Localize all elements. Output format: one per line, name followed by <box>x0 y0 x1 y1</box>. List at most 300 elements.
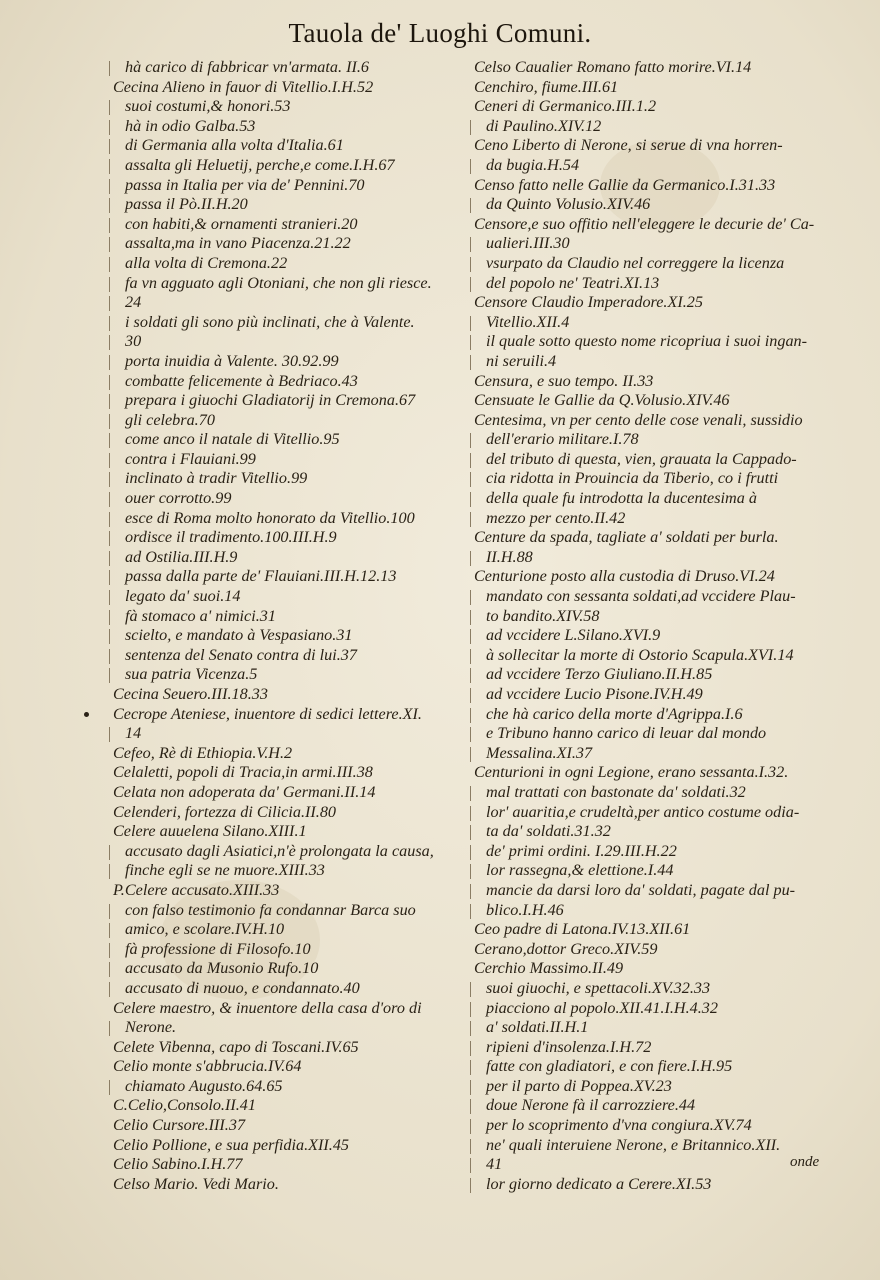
entry-text: del popolo ne' Teatri.XI.13 <box>486 273 660 292</box>
column-rule <box>470 335 471 350</box>
entry-text: Messalina.XI.37 <box>486 743 593 762</box>
entry-text: amico, e scolare.IV.H.10 <box>125 920 285 939</box>
index-entry <box>113 705 463 725</box>
column-rule <box>109 237 110 252</box>
column-rule <box>109 512 110 527</box>
entry-text: mandato con sessanta soldati,ad vccidere Plau- <box>486 587 796 606</box>
index-entry <box>474 763 824 783</box>
entry-text: Cecina Seuero.III.18.33 <box>113 685 268 703</box>
entry-text: lor' auaritia,e crudeltà,per antico costume odia- <box>486 802 800 821</box>
column-rule <box>470 355 471 370</box>
column-rule <box>109 277 110 292</box>
entry-text: hà carico di fabbricar vn'armata. II.6 <box>125 58 369 76</box>
entry-text: Nerone. <box>125 1018 177 1037</box>
entry-text: Celio Pollione, e sua perfidia.XII.45 <box>113 1135 350 1154</box>
column-rule <box>109 120 110 135</box>
index-entry <box>113 1136 463 1156</box>
entry-text: piacciono al popolo.XII.41.I.H.4.32 <box>486 998 718 1017</box>
index-subentry <box>474 1038 824 1058</box>
index-subentry <box>474 1175 824 1195</box>
entry-text: Cerchio Massimo.II.49 <box>474 959 624 978</box>
index-entry <box>113 999 463 1019</box>
catchword: onde <box>790 1154 820 1170</box>
column-rule <box>109 649 110 664</box>
index-entry <box>474 78 824 98</box>
entry-text: con falso testimonio fa condannar Barca suo <box>125 900 416 919</box>
index-subentry <box>474 881 824 901</box>
entry-text: II.H.88 <box>486 547 533 566</box>
index-entry <box>474 58 824 78</box>
column-rule <box>470 806 471 821</box>
column-rule <box>109 531 110 546</box>
entry-text: ta da' soldati.31.32 <box>486 822 611 841</box>
index-column-right <box>474 58 824 1194</box>
entry-text: di Paulino.XIV.12 <box>486 116 602 135</box>
column-rule <box>109 179 110 194</box>
entry-text: ad vccidere L.Silano.XVI.9 <box>486 626 661 645</box>
entry-text: contra i Flauiani.99 <box>125 449 256 468</box>
entry-text: da Quinto Volusio.XIV.46 <box>486 195 651 214</box>
column-rule <box>470 1139 471 1154</box>
index-entry <box>113 783 463 803</box>
index-entry <box>474 136 824 156</box>
index-subentry <box>113 567 463 587</box>
index-subentry <box>113 372 463 392</box>
index-subentry <box>113 411 463 431</box>
index-subentry <box>474 744 824 764</box>
index-entry <box>113 1116 463 1136</box>
index-subentry <box>474 117 824 137</box>
index-subentry <box>113 234 463 254</box>
entry-text: Vitellio.XII.4 <box>486 312 570 331</box>
index-subentry <box>113 940 463 960</box>
column-rule <box>470 688 471 703</box>
column-rule <box>470 1002 471 1017</box>
entry-text: cia ridotta in Prouincia da Tiberio, co i frutti <box>486 469 779 488</box>
index-entry <box>474 97 824 117</box>
index-subentry <box>474 607 824 627</box>
column-rule <box>470 159 471 174</box>
entry-text: Centure da spada, tagliate a' soldati per burla. <box>474 528 779 547</box>
column-rule <box>470 512 471 527</box>
entry-text: mancie da darsi loro da' soldati, pagate dal pu- <box>486 880 796 899</box>
column-rule <box>470 472 471 487</box>
index-subentry <box>113 901 463 921</box>
entry-text: Celere auuelena Silano.XIII.1 <box>113 822 307 841</box>
index-entry <box>113 1057 463 1077</box>
index-subentry <box>474 1057 824 1077</box>
index-subentry <box>113 842 463 862</box>
index-subentry <box>113 274 463 294</box>
entry-text: Cerano,dottor Greco.XIV.59 <box>474 939 658 958</box>
column-rule <box>470 884 471 899</box>
entry-text: passa il Pò.II.H.20 <box>125 195 248 214</box>
entry-text: mal trattati con bastonate da' soldati.32 <box>486 782 746 801</box>
entry-text: Cefeo, Rè di Ethiopia.V.H.2 <box>113 743 293 762</box>
entry-text: che hà carico della morte d'Agrippa.I.6 <box>486 704 743 723</box>
entry-text: P.Celere accusato.XIII.33 <box>113 880 280 899</box>
entry-text: inclinato à tradir Vitellio.99 <box>125 469 308 488</box>
index-subentry <box>474 665 824 685</box>
entry-text: esce di Roma molto honorato da Vitellio.100 <box>125 508 415 527</box>
entry-text: to bandito.XIV.58 <box>486 606 600 625</box>
index-subentry <box>113 450 463 470</box>
entry-text: ordisce il tradimento.100.III.H.9 <box>125 528 337 547</box>
index-subentry <box>474 254 824 274</box>
index-entry <box>474 940 824 960</box>
index-subentry <box>474 587 824 607</box>
column-rule <box>109 61 110 76</box>
column-rule <box>109 982 110 997</box>
index-entry <box>113 803 463 823</box>
column-rule <box>470 982 471 997</box>
index-subentry <box>474 1018 824 1038</box>
index-entry <box>113 1096 463 1116</box>
index-subentry <box>113 861 463 881</box>
entry-text: fà professione di Filosofo.10 <box>125 939 311 958</box>
entry-text: per il parto di Poppea.XV.23 <box>486 1076 672 1095</box>
column-rule <box>470 120 471 135</box>
entry-text: legato da' suoi.14 <box>125 587 241 606</box>
column-rule <box>109 335 110 350</box>
index-entry <box>474 411 824 431</box>
index-subentry <box>474 509 824 529</box>
column-rule <box>109 453 110 468</box>
entry-text: e Tribuno hanno carico di leuar dal mondo <box>486 724 767 743</box>
index-subentry <box>474 548 824 568</box>
margin-dot <box>84 712 89 717</box>
column-rule <box>470 198 471 213</box>
entry-text: assalta gli Heluetij, perche,e come.I.H.67 <box>125 155 395 174</box>
entry-text: finche egli se ne muore.XIII.33 <box>125 861 325 880</box>
index-subentry <box>474 1155 824 1175</box>
entry-text: porta inuidia à Valente. 30.92.99 <box>125 351 339 370</box>
column-rule <box>470 727 471 742</box>
entry-text: accusato di nuouo, e condannato.40 <box>125 978 360 997</box>
entry-text: Cenchiro, fiume.III.61 <box>474 77 619 96</box>
entry-text: assalta,ma in vano Piacenza.21.22 <box>125 234 351 253</box>
column-rule <box>109 864 110 879</box>
entry-text: Cecina Alieno in fauor di Vitellio.I.H.52 <box>113 77 374 96</box>
index-entry <box>113 78 463 98</box>
index-subentry <box>474 1077 824 1097</box>
entry-text: della quale fu introdotta la ducentesima à <box>486 489 757 508</box>
column-rule <box>470 629 471 644</box>
index-subentry <box>113 136 463 156</box>
entry-text: Celere maestro, & inuentore della casa d'oro di <box>113 998 422 1017</box>
column-rule <box>470 845 471 860</box>
entry-text: Censore,e suo offitio nell'eleggere le decurie de' Ca- <box>474 214 815 233</box>
entry-text: Celio monte s'abbrucia.IV.64 <box>113 1057 302 1076</box>
index-subentry <box>113 959 463 979</box>
index-subentry <box>113 646 463 666</box>
index-subentry <box>113 489 463 509</box>
index-subentry <box>113 352 463 372</box>
column-rule <box>109 1080 110 1095</box>
index-subentry <box>474 842 824 862</box>
column-rule <box>109 943 110 958</box>
column-rule <box>470 825 471 840</box>
index-subentry <box>113 665 463 685</box>
entry-text: alla volta di Cremona.22 <box>125 253 288 272</box>
column-rule <box>470 668 471 683</box>
entry-text: sua patria Vicenza.5 <box>125 665 258 684</box>
index-subentry <box>113 607 463 627</box>
column-rule <box>109 257 110 272</box>
entry-text: hà in odio Galba.53 <box>125 116 256 135</box>
column-rule <box>109 139 110 154</box>
index-subentry <box>113 176 463 196</box>
column-rule <box>470 1178 471 1193</box>
entry-text: ualieri.III.30 <box>486 234 570 253</box>
column-rule <box>109 629 110 644</box>
index-subentry <box>113 587 463 607</box>
entry-text: Celio Cursore.III.37 <box>113 1116 246 1135</box>
index-subentry <box>113 215 463 235</box>
column-rule <box>470 1021 471 1036</box>
index-entry <box>113 763 463 783</box>
entry-text: gli celebra.70 <box>125 410 215 429</box>
index-subentry <box>474 313 824 333</box>
index-subentry <box>474 1096 824 1116</box>
entry-text: Censore Claudio Imperadore.XI.25 <box>474 293 703 312</box>
index-subentry <box>113 1077 463 1097</box>
index-subentry <box>474 999 824 1019</box>
index-subentry <box>113 979 463 999</box>
column-rule <box>470 786 471 801</box>
entry-text: ouer corrotto.99 <box>125 489 232 508</box>
index-subentry <box>113 920 463 940</box>
index-subentry <box>113 724 463 744</box>
index-subentry <box>474 803 824 823</box>
entry-text: Cecrope Ateniese, inuentore di sedici lettere.XI. <box>113 704 422 723</box>
entry-text: ne' quali interuiene Nerone, e Britannico.XII. <box>486 1135 781 1154</box>
entry-text: di Germania alla volta d'Italia.61 <box>125 136 344 155</box>
entry-text: per lo scoprimento d'vna congiura.XV.74 <box>486 1116 752 1135</box>
index-subentry <box>474 705 824 725</box>
column-rule <box>470 610 471 625</box>
index-subentry <box>474 979 824 999</box>
index-entry <box>113 685 463 705</box>
entry-text: ad vccidere Lucio Pisone.IV.H.49 <box>486 685 703 703</box>
column-rule <box>109 375 110 390</box>
entry-text: Celaletti, popoli di Tracia,in armi.III.38 <box>113 763 373 782</box>
entry-text: come anco il natale di Vitellio.95 <box>125 430 340 449</box>
index-subentry <box>474 646 824 666</box>
entry-text: lor giorno dedicato a Cerere.XI.53 <box>486 1174 712 1193</box>
index-entry <box>474 959 824 979</box>
column-rule <box>109 159 110 174</box>
entry-text: à sollecitar la morte di Ostorio Scapula.XVI.14 <box>486 645 794 664</box>
column-rule <box>470 708 471 723</box>
index-subentry <box>113 58 463 78</box>
column-rule <box>470 1041 471 1056</box>
column-rule <box>470 747 471 762</box>
index-subentry <box>113 626 463 646</box>
entry-text: accusato dagli Asiatici,n'è prolongata la causa, <box>125 841 434 860</box>
entry-text: suoi costumi,& honori.53 <box>125 97 291 116</box>
index-subentry <box>113 1018 463 1038</box>
entry-text: ad vccidere Terzo Giuliano.II.H.85 <box>486 665 713 684</box>
column-rule <box>470 904 471 919</box>
index-subentry <box>113 117 463 137</box>
index-entry <box>474 920 824 940</box>
entry-text: de' primi ordini. I.29.III.H.22 <box>486 841 677 860</box>
entry-text: ni seruili.4 <box>486 351 557 370</box>
column-rule <box>109 355 110 370</box>
column-rule <box>109 845 110 860</box>
entry-text: Centurioni in ogni Legione, erano sessanta.I.32. <box>474 763 789 782</box>
index-subentry <box>113 332 463 352</box>
entry-text: combatte felicemente à Bedriaco.43 <box>125 371 358 390</box>
entry-text: Celso Mario. Vedi Mario. <box>113 1174 279 1193</box>
index-entry <box>474 372 824 392</box>
column-rule <box>470 1080 471 1095</box>
column-rule <box>109 492 110 507</box>
column-rule <box>109 472 110 487</box>
column-rule <box>109 198 110 213</box>
entry-text: ad Ostilia.III.H.9 <box>125 547 238 566</box>
index-subentry <box>474 352 824 372</box>
index-subentry <box>113 293 463 313</box>
index-subentry <box>474 195 824 215</box>
index-entry <box>113 881 463 901</box>
entry-text: chiamato Augusto.64.65 <box>125 1076 283 1095</box>
column-rule <box>470 453 471 468</box>
entry-text: Censo fatto nelle Gallie da Germanico.I.31.33 <box>474 175 776 194</box>
entry-text: fà stomaco a' nimici.31 <box>125 606 276 625</box>
entry-text: Centesima, vn per cento delle cose venali, sussidio <box>474 410 803 429</box>
entry-text: suoi giuochi, e spettacoli.XV.32.33 <box>486 978 711 997</box>
index-subentry <box>113 528 463 548</box>
entry-text: da bugia.H.54 <box>486 155 580 174</box>
column-rule <box>470 316 471 331</box>
index-subentry <box>474 861 824 881</box>
column-rule <box>470 277 471 292</box>
entry-text: 14 <box>125 724 142 743</box>
entry-text: Celete Vibenna, capo di Toscani.IV.65 <box>113 1037 359 1056</box>
index-entry <box>113 1155 463 1175</box>
index-subentry <box>474 332 824 352</box>
index-subentry <box>474 1116 824 1136</box>
index-entry <box>113 744 463 764</box>
index-entry <box>474 293 824 313</box>
index-subentry <box>474 274 824 294</box>
index-subentry <box>474 430 824 450</box>
entry-text: il quale sotto questo nome ricopriua i suoi ingan- <box>486 332 808 351</box>
column-rule <box>109 727 110 742</box>
index-entry <box>474 391 824 411</box>
column-rule <box>470 237 471 252</box>
column-rule <box>109 610 110 625</box>
index-entry <box>474 215 824 235</box>
index-subentry <box>113 254 463 274</box>
entry-text: Celata non adoperata da' Germani.II.14 <box>113 782 376 801</box>
entry-text: fa vn agguato agli Otoniani, che non gli riesce. <box>125 273 432 292</box>
column-rule <box>109 433 110 448</box>
column-rule <box>109 923 110 938</box>
entry-text: Censuate le Gallie da Q.Volusio.XIV.46 <box>474 391 730 410</box>
entry-text: vsurpato da Claudio nel correggere la licenza <box>486 253 785 272</box>
index-entry <box>113 1038 463 1058</box>
index-subentry <box>113 509 463 529</box>
entry-text: Celso Caualier Romano fatto morire.VI.14 <box>474 58 752 76</box>
index-subentry <box>113 430 463 450</box>
index-subentry <box>474 901 824 921</box>
entry-text: 24 <box>125 293 142 312</box>
index-subentry <box>113 97 463 117</box>
index-subentry <box>113 195 463 215</box>
entry-text: blico.I.H.46 <box>486 900 564 919</box>
column-rule <box>109 570 110 585</box>
column-rule <box>470 257 471 272</box>
entry-text: Celenderi, fortezza di Cilicia.II.80 <box>113 802 337 821</box>
entry-text: Ceneri di Germanico.III.1.2 <box>474 97 657 116</box>
entry-text: accusato da Musonio Rufo.10 <box>125 959 319 978</box>
entry-text: C.Celio,Consolo.II.41 <box>113 1096 256 1115</box>
entry-text: prepara i giuochi Gladiatorij in Cremona.67 <box>125 391 416 410</box>
entry-text: Ceo padre di Latona.IV.13.XII.61 <box>474 920 691 939</box>
entry-text: mezzo per cento.II.42 <box>486 508 626 527</box>
column-rule <box>470 649 471 664</box>
index-subentry <box>474 783 824 803</box>
index-subentry <box>474 822 824 842</box>
column-rule <box>470 590 471 605</box>
entry-text: Celio Sabino.I.H.77 <box>113 1155 243 1174</box>
column-rule <box>109 100 110 115</box>
column-rule <box>109 316 110 331</box>
index-entry <box>474 567 824 587</box>
column-rule <box>109 590 110 605</box>
index-column-left <box>113 58 463 1194</box>
index-subentry <box>113 391 463 411</box>
entry-text: sentenza del Senato contra di lui.37 <box>125 645 357 664</box>
index-entry <box>474 176 824 196</box>
index-subentry <box>474 450 824 470</box>
index-subentry <box>113 313 463 333</box>
index-entry <box>474 528 824 548</box>
entry-text: a' soldati.II.H.1 <box>486 1018 589 1037</box>
column-rule <box>470 492 471 507</box>
index-subentry <box>113 469 463 489</box>
entry-text: scielto, e mandato à Vespasiano.31 <box>125 626 353 645</box>
column-rule <box>109 394 110 409</box>
column-rule <box>109 218 110 233</box>
entry-text: Ceno Liberto di Nerone, si serue di vna horren- <box>474 136 783 155</box>
column-rule <box>470 433 471 448</box>
index-subentry <box>474 156 824 176</box>
column-rule <box>109 668 110 683</box>
index-entry <box>113 1175 463 1195</box>
page-title: Tauola de' Luoghi Comuni. <box>288 18 592 48</box>
entry-text: Centurione posto alla custodia di Druso.VI.24 <box>474 567 775 586</box>
column-rule <box>109 551 110 566</box>
index-subentry <box>113 548 463 568</box>
entry-text: Censura, e suo tempo. II.33 <box>474 371 654 390</box>
index-subentry <box>113 156 463 176</box>
column-rule <box>109 414 110 429</box>
column-rule <box>470 864 471 879</box>
entry-text: 41 <box>486 1155 503 1174</box>
index-subentry <box>474 469 824 489</box>
column-rule <box>109 962 110 977</box>
entry-text: i soldati gli sono più inclinati, che à Valente. <box>125 312 415 331</box>
entry-text: fatte con gladiatori, e con fiere.I.H.95 <box>486 1057 733 1076</box>
index-subentry <box>474 1136 824 1156</box>
column-rule <box>470 551 471 566</box>
entry-text: del tributo di questa, vien, grauata la Cappado- <box>486 449 797 468</box>
entry-text: passa in Italia per via de' Pennini.70 <box>125 175 365 194</box>
